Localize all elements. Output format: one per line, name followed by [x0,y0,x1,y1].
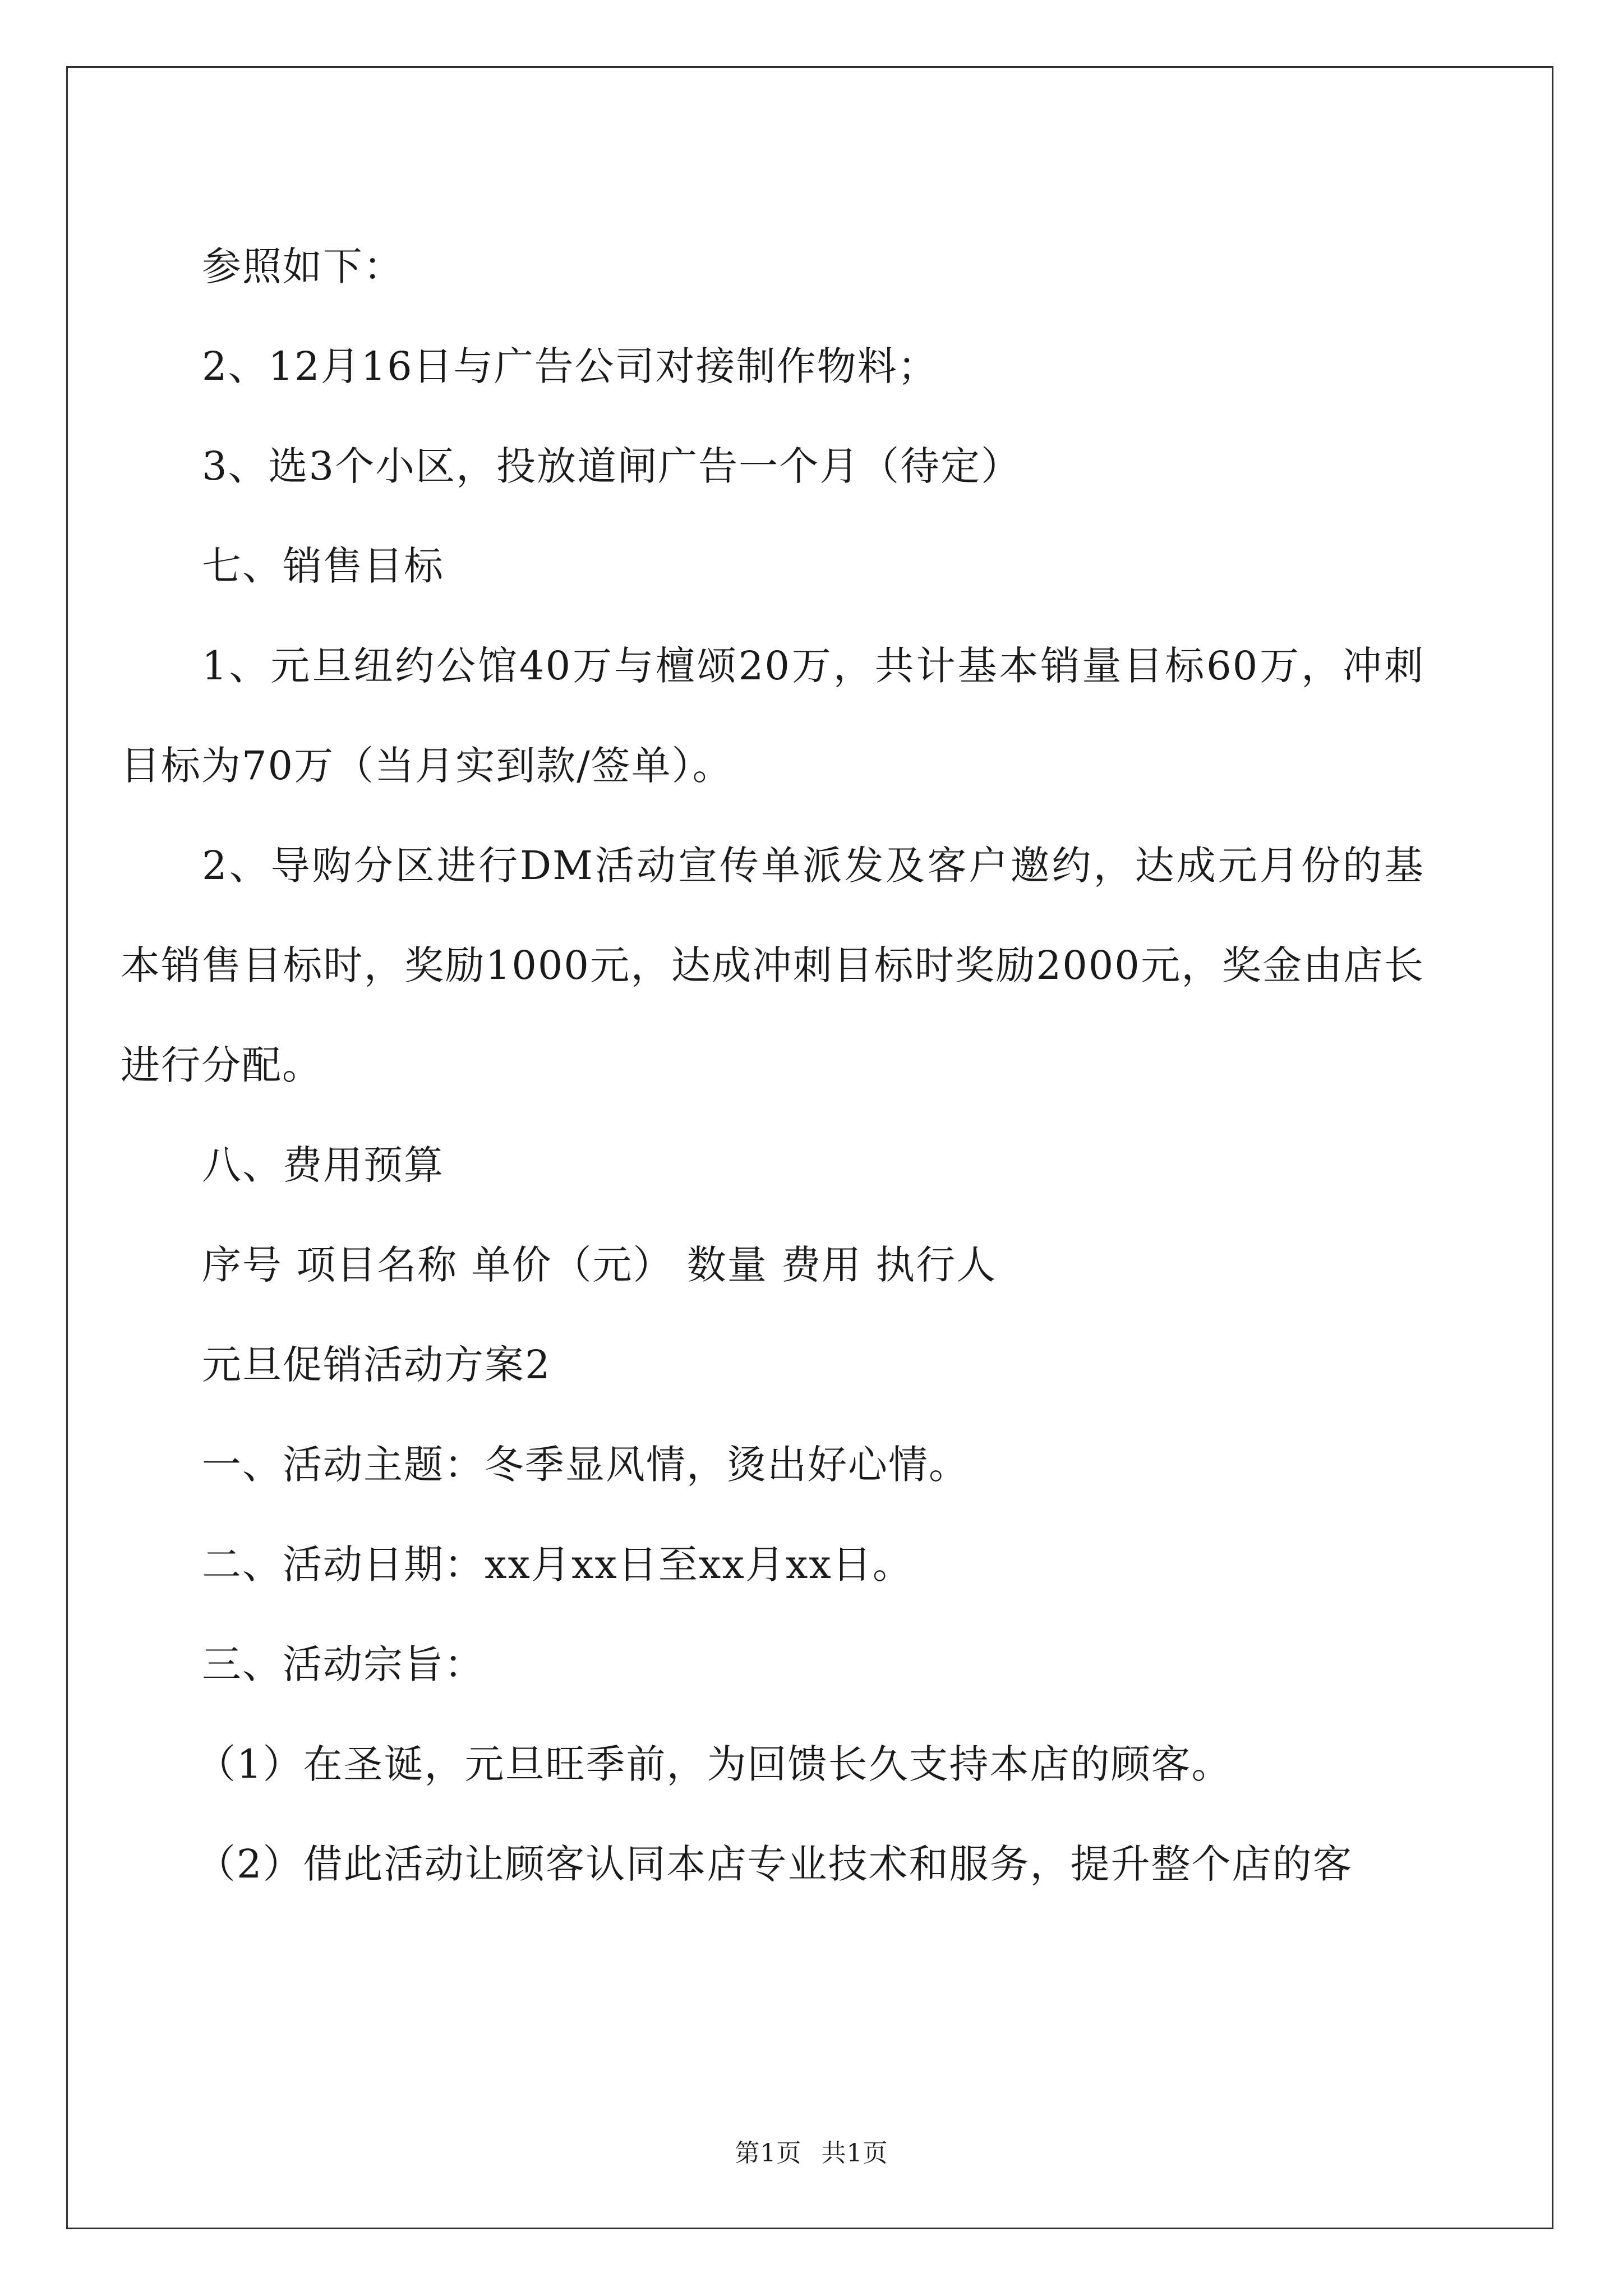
paragraph-purpose-1: （1）在圣诞，元旦旺季前，为回馈长久支持本店的顾客。 [196,1741,1232,1787]
document-body [121,217,1424,1914]
section-title-plan-2: 元旦促销活动方案2 [202,1342,551,1388]
page-footer [0,2133,1623,2169]
paragraph-date: 二、活动日期：xx月xx日至xx月xx日。 [202,1542,913,1588]
paragraph-sales-target-1: 1、元旦纽约公馆40万与檀颂20万，共计基本销量目标60万，冲刺目标为70万（当月实到款/签单）。 [121,643,1424,789]
page-total: 共1页 [821,2139,888,2168]
paragraph-reference: 参照如下： [202,243,404,289]
section-heading-sales-target: 七、销售目标 [202,543,444,589]
budget-table-header: 序号 项目名称 单价（元） 数量 费用 执行人 [202,1242,997,1288]
paragraph-theme: 一、活动主题：冬季显风情，烫出好心情。 [202,1442,969,1488]
page-number: 第1页 [735,2139,802,2168]
paragraph-purpose-heading: 三、活动宗旨： [202,1641,485,1687]
paragraph-item-2: 2、12月16日与广告公司对接制作物料； [202,343,938,389]
paragraph-item-3: 3、选3个小区，投放道闸广告一个月（待定） [202,443,1022,489]
paragraph-purpose-2: （2）借此活动让顾客认同本店专业技术和服务，提升整个店的客 [196,1841,1353,1887]
paragraph-sales-target-2: 2、导购分区进行DM活动宣传单派发及客户邀约，达成元月份的基本销售目标时，奖励1000元，达成冲刺目标时奖励2000元，奖金由店长进行分配。 [121,843,1424,1088]
section-heading-budget: 八、费用预算 [202,1142,444,1188]
